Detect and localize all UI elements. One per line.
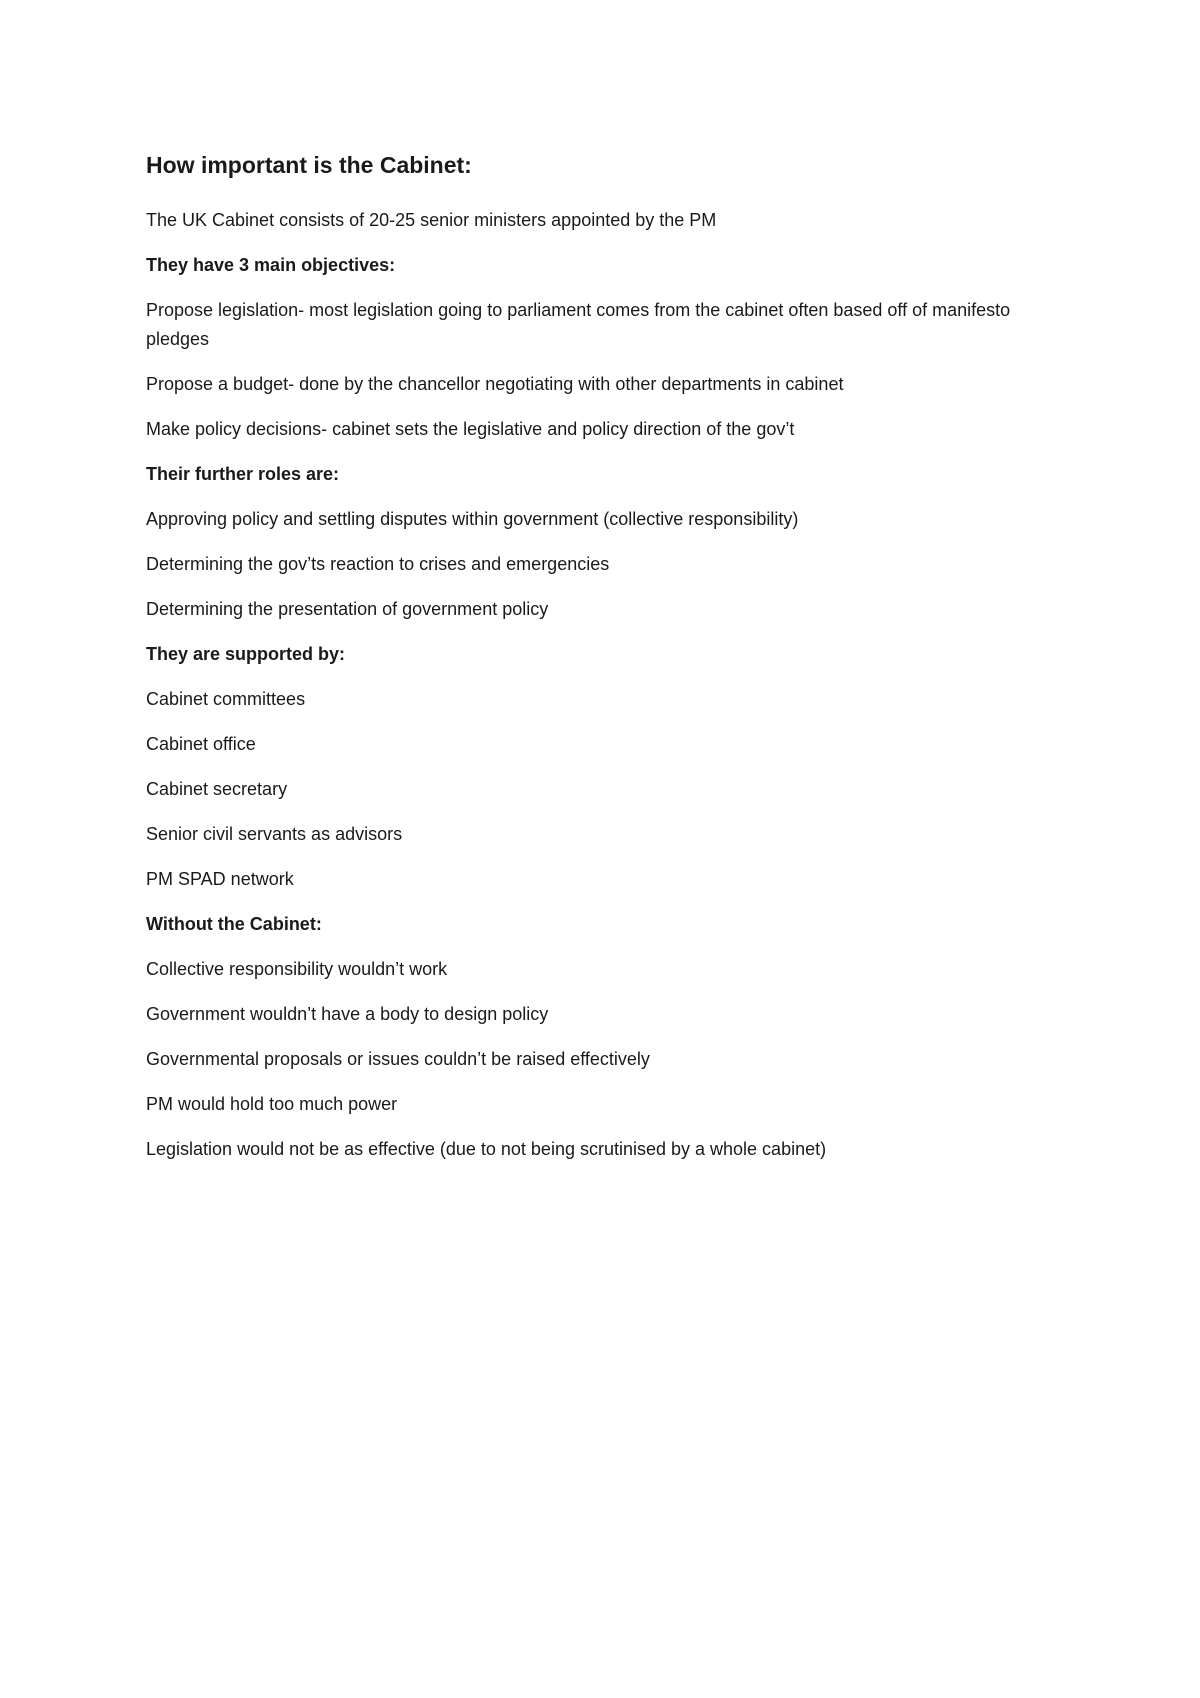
role-item: Approving policy and settling disputes within government (collective responsibility) <box>146 509 799 529</box>
without-heading: Without the Cabinet: <box>146 914 322 934</box>
role-item: Determining the presentation of government policy <box>146 599 549 619</box>
objectives-heading: They have 3 main objectives: <box>146 255 396 275</box>
support-item: Cabinet office <box>146 734 256 754</box>
without-item: Legislation would not be as effective (due to not being scrutinised by a whole cabinet) <box>146 1139 827 1159</box>
roles-heading: Their further roles are: <box>146 464 340 484</box>
role-item: Determining the gov’ts reaction to crises and emergencies <box>146 554 610 574</box>
support-item: PM SPAD network <box>146 869 294 889</box>
support-item: Cabinet secretary <box>146 779 288 799</box>
intro-paragraph: The UK Cabinet consists of 20-25 senior ministers appointed by the PM <box>146 210 717 230</box>
document-title: How important is the Cabinet: <box>146 152 472 178</box>
without-item: PM would hold too much power <box>146 1094 398 1114</box>
without-item: Government wouldn’t have a body to design policy <box>146 1004 549 1024</box>
support-item: Cabinet committees <box>146 689 306 709</box>
support-item: Senior civil servants as advisors <box>146 824 403 844</box>
without-item: Governmental proposals or issues couldn’t be raised effectively <box>146 1049 650 1069</box>
without-item: Collective responsibility wouldn’t work <box>146 959 448 979</box>
objective-item: Make policy decisions- cabinet sets the legislative and policy direction of the gov’t <box>146 419 795 439</box>
objective-item: Propose legislation- most legislation going to parliament comes from the cabinet often based off of manifesto pledges <box>146 300 1011 349</box>
objective-item: Propose a budget- done by the chancellor negotiating with other departments in cabinet <box>146 374 844 394</box>
document-body <box>146 150 1066 1180</box>
support-heading: They are supported by: <box>146 644 346 664</box>
